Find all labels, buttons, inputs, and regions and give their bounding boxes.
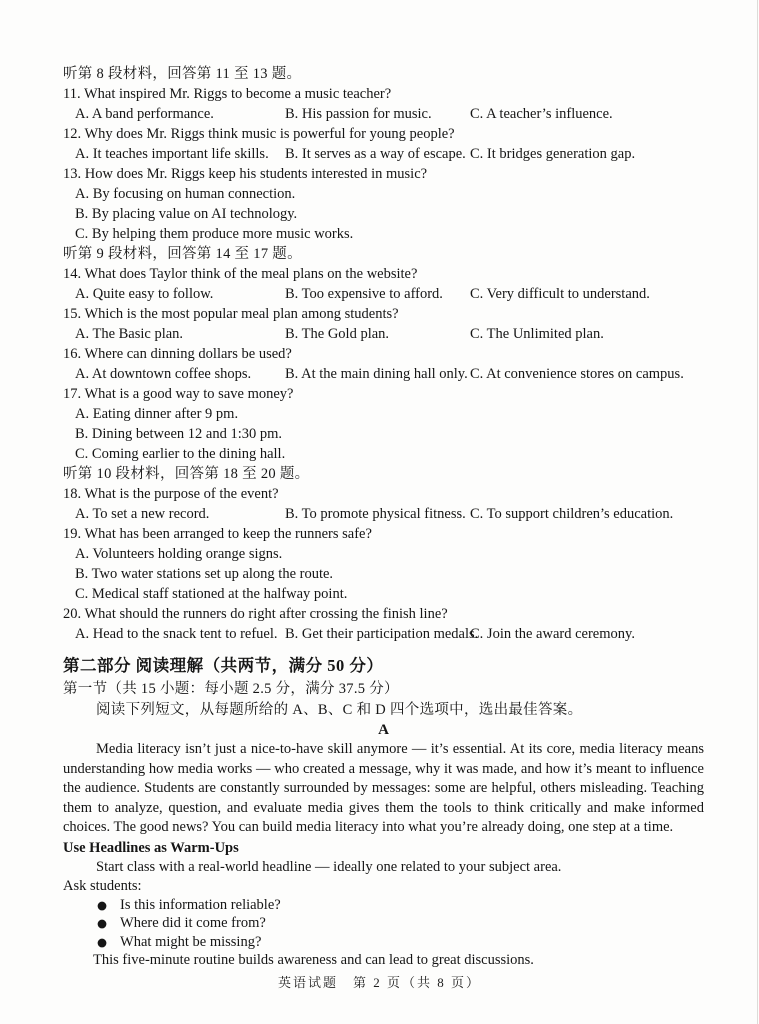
question-12-option-c: C. It bridges generation gap.	[470, 146, 636, 162]
question-16-option-c: C. At convenience stores on campus.	[470, 366, 684, 382]
question-13-option-a: A. By focusing on human connection.	[75, 186, 296, 202]
question-12-option-a: A. It teaches important life skills.	[75, 146, 269, 162]
question-17-option-a: A. Eating dinner after 9 pm.	[75, 406, 239, 422]
question-12-stem: 12. Why does Mr. Riggs think music is powerful for young people?	[63, 126, 455, 142]
listening-section-8-instruction: 听第 8 段材料，回答第 11 至 13 题。	[63, 66, 302, 82]
question-13-option-c: C. By helping them produce more music works.	[75, 226, 354, 242]
question-13-stem: 13. How does Mr. Riggs keep his students interested in music?	[63, 166, 428, 182]
bullet-icon: ●	[97, 897, 108, 912]
question-11-option-c: C. A teacher’s influence.	[470, 106, 613, 122]
bullet-item-1	[63, 896, 704, 915]
question-16-options	[63, 364, 704, 384]
reading-section-note: 第一节（共 15 小题：每小题 2.5 分，满分 37.5 分）	[63, 681, 399, 697]
passage-a-paragraph: Media literacy isn’t just a nice-to-have skill anymore — it’s essential. At its core, media literacy means understanding how media works — who created a message, why it was made, and how it’s meant to influence the audience. Students are constantly surrounded by messages: some are helpful, others misleading. Teaching them to analyze, question, and evaluate media gives them the tools to think critically and make informed choices. The good news? You can build media literacy into what you’re already doing, one step at a time.	[63, 741, 704, 835]
question-17-stem: 17. What is a good way to save money?	[63, 386, 294, 402]
question-15-options	[63, 324, 704, 344]
bullet-item-2	[63, 914, 704, 933]
question-20-option-b: B. Get their participation medals.	[285, 626, 479, 642]
reading-part-heading: 第二部分 阅读理解（共两节，满分 50 分）	[63, 656, 384, 675]
question-11-option-a: A. A band performance.	[75, 106, 214, 122]
bullet-icon: ●	[97, 916, 108, 930]
question-20-stem: 20. What should the runners do right after crossing the finish line?	[63, 606, 448, 622]
reading-directions: 阅读下列短文，从每题所给的 A、B、C 和 D 四个选项中，选出最佳答案。	[96, 702, 583, 718]
question-18-option-c: C. To support children’s education.	[470, 506, 674, 522]
question-16-stem: 16. Where can dinning dollars be used?	[63, 346, 292, 362]
passage-a-closing-line: This five-minute routine builds awareness and can lead to great discussions.	[93, 952, 534, 968]
question-20-option-a: A. Head to the snack tent to refuel.	[75, 626, 278, 642]
bullet-item-2-text: Where did it come from?	[120, 915, 266, 931]
question-19-option-a: A. Volunteers holding orange signs.	[75, 546, 283, 562]
question-18-options	[63, 504, 704, 524]
scan-edge-artifact	[757, 0, 759, 1024]
passage-a-start-line: Start class with a real-world headline — ideally one related to your subject area.	[96, 858, 562, 875]
question-14-option-b: B. Too expensive to afford.	[285, 286, 443, 302]
question-19-option-c: C. Medical staff stationed at the halfway point.	[75, 586, 348, 602]
question-17-option-c: C. Coming earlier to the dining hall.	[75, 446, 286, 462]
question-17-option-b: B. Dining between 12 and 1:30 pm.	[75, 426, 283, 442]
question-11-stem: 11. What inspired Mr. Riggs to become a music teacher?	[63, 86, 392, 102]
question-20-options	[63, 624, 704, 644]
bullet-item-3	[63, 933, 704, 952]
question-14-option-c: C. Very difficult to understand.	[470, 286, 650, 302]
passage-a-ask-label: Ask students:	[63, 877, 142, 894]
question-19-option-b: B. Two water stations set up along the route.	[75, 566, 334, 582]
passage-a-label: A	[378, 722, 389, 738]
question-14-stem: 14. What does Taylor think of the meal plans on the website?	[63, 266, 418, 282]
question-19-stem: 19. What has been arranged to keep the runners safe?	[63, 526, 372, 542]
listening-section-9-instruction: 听第 9 段材料，回答第 14 至 17 题。	[63, 246, 302, 262]
bullet-item-1-text: Is this information reliable?	[120, 896, 281, 913]
question-11-option-b: B. His passion for music.	[285, 106, 432, 122]
question-18-stem: 18. What is the purpose of the event?	[63, 486, 279, 502]
question-12-options	[63, 144, 704, 164]
listening-section-10-instruction: 听第 10 段材料，回答第 18 至 20 题。	[63, 466, 310, 482]
question-14-options	[63, 284, 704, 304]
page-footer: 英语试题 第 2 页（共 8 页）	[277, 975, 481, 990]
question-18-option-a: A. To set a new record.	[75, 506, 210, 522]
question-15-option-c: C. The Unlimited plan.	[470, 326, 604, 342]
page-content	[63, 64, 704, 970]
question-16-option-a: A. At downtown coffee shops.	[75, 366, 252, 382]
bullet-item-3-text: What might be missing?	[120, 933, 262, 950]
question-16-option-b: B. At the main dining hall only.	[285, 366, 468, 382]
passage-a-subheading: Use Headlines as Warm-Ups	[63, 839, 239, 856]
question-18-option-b: B. To promote physical fitness.	[285, 506, 466, 522]
question-15-stem: 15. Which is the most popular meal plan among students?	[63, 306, 399, 322]
question-12-option-b: B. It serves as a way of escape.	[285, 146, 466, 162]
bullet-icon: ●	[97, 934, 108, 949]
question-15-option-a: A. The Basic plan.	[75, 326, 184, 342]
question-15-option-b: B. The Gold plan.	[285, 326, 390, 342]
question-14-option-a: A. Quite easy to follow.	[75, 286, 214, 302]
question-11-options	[63, 104, 704, 124]
question-13-option-b: B. By placing value on AI technology.	[75, 206, 298, 222]
question-20-option-c: C. Join the award ceremony.	[470, 626, 635, 642]
